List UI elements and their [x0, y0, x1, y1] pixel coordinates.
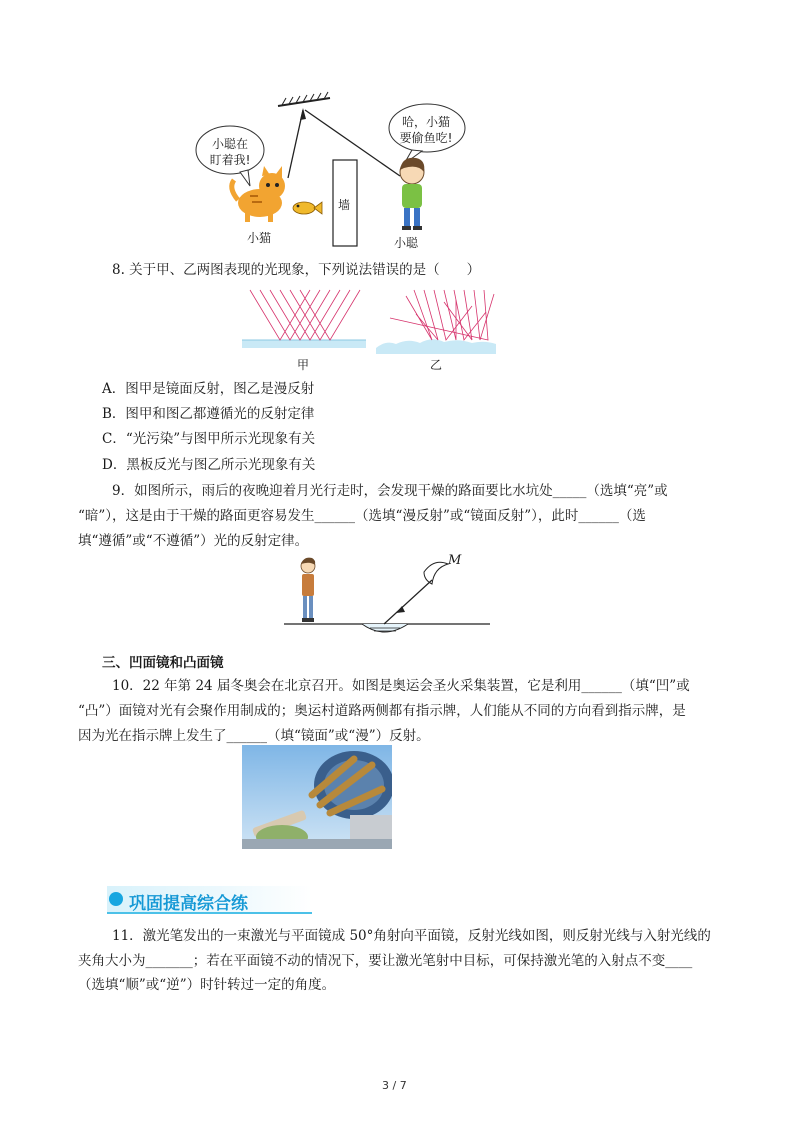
page-number: 3 / 7 [382, 1079, 407, 1092]
q8-stem: 8. 关于甲、乙两图表现的光现象，下列说法错误的是（ ） [112, 262, 481, 278]
boy-label: 小聪 [394, 236, 419, 250]
boy-speech-line-1: 哈，小猫 [401, 115, 450, 129]
section-3-title: 三、凹面镜和凸面镜 [102, 655, 224, 671]
fig-label-jia: 甲 [297, 358, 310, 372]
q8-option-b: B．图甲和图乙都遵循光的反射定律 [102, 406, 315, 422]
q11-line-3: （选填“顺”或“逆”）时针转过一定的角度。 [78, 977, 336, 993]
olympic-flame-photo [242, 745, 392, 849]
q10-line-2: “凸”）面镜对光有会聚作用制成的；奥运村道路两侧都有指示牌，人们能从不同的方向看到指示牌，是 [78, 703, 686, 719]
cat-label: 小猫 [247, 231, 272, 245]
fig-label-yi: 乙 [430, 358, 443, 372]
section-banner [107, 886, 312, 914]
cat-speech-line-2: 盯着我! [209, 153, 251, 167]
boy-speech-line-2: 要偷鱼吃! [399, 131, 453, 145]
reflection-figure-jia [242, 288, 366, 358]
q10-line-3: 因为光在指示牌上发生了______（填“镜面”或“漫”）反射。 [78, 728, 430, 744]
q11-line-2: 夹角大小为_______；若在平面镜不动的情况下，要让激光笔射中目标，可保持激光笔的入射点不变____ [78, 953, 693, 969]
q8-option-c: C．“光污染”与图甲所示光现象有关 [102, 431, 316, 447]
walker-drawing [301, 558, 315, 622]
moon-label: M [448, 553, 462, 568]
q8-option-a: A．图甲是镜面反射，图乙是漫反射 [102, 381, 315, 397]
q10-line-1: 10．22 年第 24 届冬奥会在北京召开。如图是奥运会圣火采集装置，它是利用______（填“凹”或 [112, 678, 690, 694]
banner-title: 巩固提高综合练 [129, 894, 248, 914]
q9-line-2: “暗”），这是由于干燥的路面更容易发生______（选填“漫反射”或“镜面反射”），此时______（选 [78, 508, 646, 524]
wall-label: 墙 [338, 198, 351, 212]
banner-bullet-icon [109, 892, 123, 906]
fish-drawing [293, 202, 322, 214]
reflection-figure-yi [376, 288, 496, 358]
boy-drawing [400, 158, 424, 230]
q11-line-1: 11．激光笔发出的一束激光与平面镜成 50°角射向平面镜，反射光线如图，则反射光线与入射光线的 [112, 928, 711, 944]
q9-line-3: 填“遵循”或“不遵循”）光的反射定律。 [78, 533, 309, 549]
q9-line-1: 9．如图所示，雨后的夜晚迎着月光行走时，会发现干燥的路面要比水坑处_____（选填“亮”或 [112, 483, 668, 499]
cat-speech-line-1: 小聪在 [211, 137, 248, 151]
cat-drawing [232, 166, 285, 222]
q8-option-d: D．黑板反光与图乙所示光现象有关 [102, 457, 316, 473]
cat-mirror-figure [190, 88, 480, 250]
